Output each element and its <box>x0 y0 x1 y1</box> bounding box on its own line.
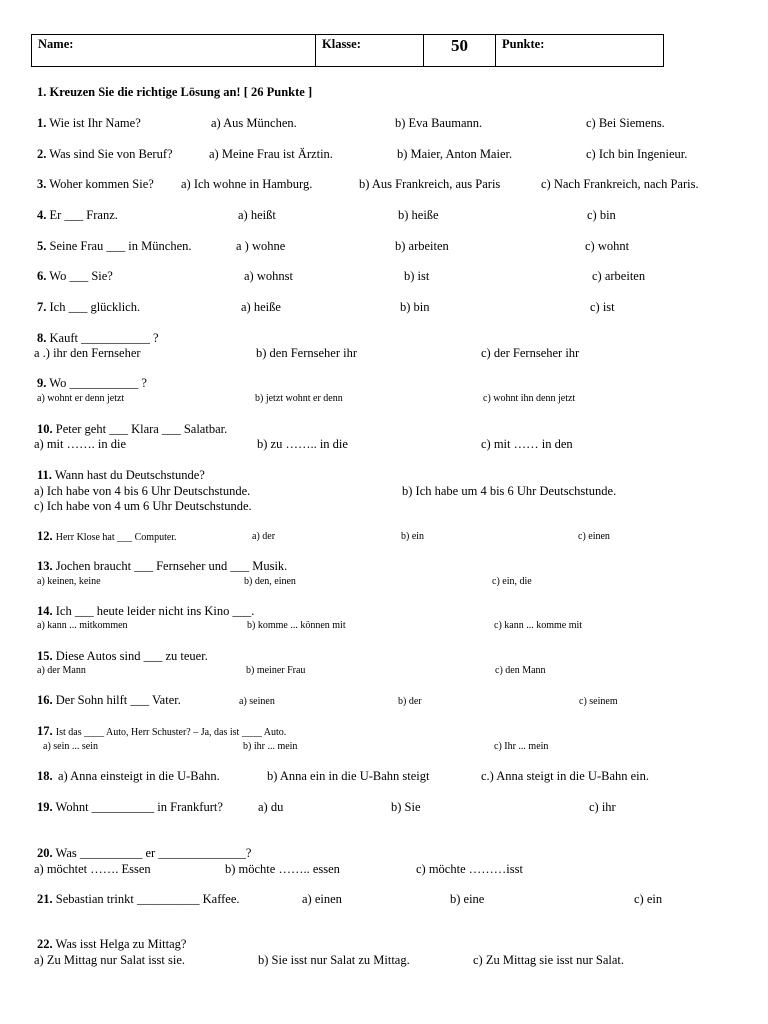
question-12 <box>37 529 177 545</box>
question-text: Wo ___ Sie? <box>49 269 113 283</box>
option-a[interactable]: a) Anna einsteigt in die U-Bahn. <box>58 769 220 783</box>
question-text: Er ___ Franz. <box>49 208 118 222</box>
question-number: 15. <box>37 649 53 663</box>
option-b[interactable]: b) heiße <box>398 208 439 222</box>
option-a[interactable]: a) der <box>252 531 276 542</box>
option-b[interactable]: b) möchte …….. essen <box>225 862 340 876</box>
option-b[interactable]: b) Maier, Anton Maier. <box>397 147 513 161</box>
option-a[interactable]: a) wohnt er denn jetzt <box>37 393 125 404</box>
question-3 <box>37 177 154 191</box>
question-8 <box>37 331 159 345</box>
option-b[interactable]: b) Anna ein in die U-Bahn steigt <box>267 769 430 783</box>
question-text: Wie ist Ihr Name? <box>49 116 141 130</box>
option-b[interactable]: b) eine <box>450 892 485 906</box>
option-b[interactable]: b) ein <box>401 531 425 542</box>
question-17 <box>37 724 286 740</box>
option-c[interactable]: c) Ich bin Ingenieur. <box>586 147 688 161</box>
question-21 <box>37 892 240 906</box>
klasse-label: Klasse: <box>316 35 424 66</box>
option-b[interactable]: b) den, einen <box>244 576 296 587</box>
question-number: 10. <box>37 422 53 436</box>
question-number: 4. <box>37 208 47 222</box>
option-b[interactable]: b) Eva Baumann. <box>395 116 483 130</box>
option-b[interactable]: b) Ich habe um 4 bis 6 Uhr Deutschstunde. <box>402 484 617 498</box>
option-b[interactable]: b) Aus Frankreich, aus Paris <box>359 177 501 191</box>
question-11 <box>37 468 205 482</box>
question-5 <box>37 239 192 253</box>
option-a[interactable]: a) einen <box>302 892 342 906</box>
option-c[interactable]: c) Nach Frankreich, nach Paris. <box>541 177 699 191</box>
name-label: Name: <box>32 35 316 66</box>
question-text: Wo ___________ ? <box>49 376 147 390</box>
question-18 <box>37 769 53 783</box>
question-text: Ist das ____ Auto, Herr Schuster? – Ja, das ist ____ Auto. <box>55 727 287 738</box>
question-text: Herr Klose hat ___ Computer. <box>55 532 177 543</box>
option-a[interactable]: a) Aus München. <box>211 116 297 130</box>
question-number: 20. <box>37 846 53 860</box>
option-b[interactable]: b) Sie <box>391 800 421 814</box>
option-a[interactable]: a) mit ……. in die <box>34 437 126 451</box>
question-number: 17. <box>37 724 53 738</box>
option-b[interactable]: b) komme ... können mit <box>247 620 346 631</box>
option-a[interactable]: a) wohnst <box>244 269 293 283</box>
option-b[interactable]: b) Sie isst nur Salat zu Mittag. <box>258 953 410 967</box>
option-b[interactable]: b) zu …….. in die <box>257 437 348 451</box>
option-c[interactable]: c) ein, die <box>492 576 532 587</box>
question-2 <box>37 147 173 161</box>
option-a[interactable]: a) du <box>258 800 284 814</box>
option-c[interactable]: c) mit …… in den <box>481 437 573 451</box>
question-number: 5. <box>37 239 47 253</box>
option-c[interactable]: c.) Anna steigt in die U-Bahn ein. <box>481 769 650 783</box>
option-b[interactable]: b) jetzt wohnt er denn <box>255 393 343 404</box>
question-14 <box>37 604 254 618</box>
question-text: Wohnt __________ in Frankfurt? <box>55 800 223 814</box>
question-19 <box>37 800 223 814</box>
option-c[interactable]: c) ein <box>634 892 663 906</box>
option-a[interactable]: a) möchtet ……. Essen <box>34 862 151 876</box>
question-text: Diese Autos sind ___ zu teuer. <box>55 649 208 663</box>
question-text: Der Sohn hilft ___ Vater. <box>55 693 181 707</box>
exercise-title: 1. Kreuzen Sie die richtige Lösung an! [ 26 Punkte ] <box>37 85 313 99</box>
question-number: 22. <box>37 937 53 951</box>
option-c[interactable]: c) bin <box>587 208 616 222</box>
option-a[interactable]: a) keinen, keine <box>37 576 101 587</box>
option-c[interactable]: c) den Mann <box>495 665 546 676</box>
question-1 <box>37 116 141 130</box>
option-a[interactable]: a) seinen <box>239 696 275 707</box>
punkte-label: Punkte: <box>502 37 545 51</box>
option-c[interactable]: c) kann ... komme mit <box>494 620 583 631</box>
question-text: Sebastian trinkt __________ Kaffee. <box>55 892 240 906</box>
question-text: Wann hast du Deutschstunde? <box>54 468 205 482</box>
option-a[interactable]: a) Ich habe von 4 bis 6 Uhr Deutschstunde. <box>34 484 251 498</box>
question-text: Kauft ___________ ? <box>49 331 159 345</box>
question-number: 1. <box>37 116 47 130</box>
option-a[interactable]: a) heißt <box>238 208 276 222</box>
question-text: Was isst Helga zu Mittag? <box>55 937 187 951</box>
question-text: Was sind Sie von Beruf? <box>49 147 173 161</box>
question-number: 18. <box>37 769 53 783</box>
option-c[interactable]: c) ist <box>590 300 615 314</box>
question-number: 13. <box>37 559 53 573</box>
question-number: 3. <box>37 177 47 191</box>
option-b[interactable]: b) meiner Frau <box>246 665 306 676</box>
option-a[interactable]: a) Zu Mittag nur Salat isst sie. <box>34 953 186 967</box>
option-b[interactable]: b) ist <box>404 269 430 283</box>
question-text: Peter geht ___ Klara ___ Salatbar. <box>55 422 228 436</box>
question-number: 16. <box>37 693 53 707</box>
option-b[interactable]: b) arbeiten <box>395 239 449 253</box>
header-table <box>31 34 664 67</box>
option-c[interactable]: c) ihr <box>589 800 616 814</box>
option-b[interactable]: b) ihr ... mein <box>243 741 298 752</box>
question-13 <box>37 559 287 573</box>
question-number: 8. <box>37 331 47 345</box>
option-b[interactable]: b) bin <box>400 300 430 314</box>
question-15 <box>37 649 208 663</box>
option-b[interactable]: b) der <box>398 696 422 707</box>
option-a[interactable]: a .) ihr den Fernseher <box>34 346 141 360</box>
question-number: 6. <box>37 269 47 283</box>
question-number: 14. <box>37 604 53 618</box>
question-text: Was __________ er ______________? <box>55 846 252 860</box>
option-b[interactable]: b) den Fernseher ihr <box>256 346 358 360</box>
question-6 <box>37 269 113 283</box>
question-number: 11. <box>37 468 52 482</box>
question-number: 19. <box>37 800 53 814</box>
question-4 <box>37 208 118 222</box>
option-c[interactable]: c) Ich habe von 4 um 6 Uhr Deutschstunde. <box>34 499 252 513</box>
question-text: Jochen braucht ___ Fernseher und ___ Musik. <box>55 559 288 573</box>
option-a[interactable]: a) Ich wohne in Hamburg. <box>181 177 313 191</box>
option-c[interactable]: c) wohnt ihn denn jetzt <box>483 393 576 404</box>
option-c[interactable]: c) möchte ………isst <box>416 862 523 876</box>
option-a[interactable]: a) sein ... sein <box>43 741 98 752</box>
question-10 <box>37 422 227 436</box>
option-a[interactable]: a) Meine Frau ist Ärztin. <box>209 147 333 161</box>
question-9 <box>37 376 147 390</box>
question-20 <box>37 846 251 860</box>
question-16 <box>37 693 181 707</box>
question-text: Ich ___ glücklich. <box>49 300 141 314</box>
question-number: 2. <box>37 147 47 161</box>
option-c[interactable]: c) der Fernseher ihr <box>481 346 580 360</box>
option-c[interactable]: c) wohnt <box>585 239 630 253</box>
question-number: 9. <box>37 376 47 390</box>
question-number: 12. <box>37 529 53 543</box>
question-text: Ich ___ heute leider nicht ins Kino ___. <box>55 604 255 618</box>
option-c[interactable]: c) arbeiten <box>592 269 646 283</box>
option-a[interactable]: a) der Mann <box>37 665 86 676</box>
option-c[interactable]: c) Zu Mittag sie isst nur Salat. <box>473 953 625 967</box>
question-number: 21. <box>37 892 53 906</box>
option-c[interactable]: c) seinem <box>579 696 618 707</box>
option-c[interactable]: c) Bei Siemens. <box>586 116 665 130</box>
option-a[interactable]: a ) wohne <box>236 239 286 253</box>
question-text: Seine Frau ___ in München. <box>49 239 192 253</box>
option-c[interactable]: c) einen <box>578 531 610 542</box>
score-value: 50 <box>424 35 496 66</box>
option-c[interactable]: c) Ihr ... mein <box>494 741 549 752</box>
option-a[interactable]: a) heiße <box>241 300 281 314</box>
question-22 <box>37 937 186 951</box>
question-number: 7. <box>37 300 47 314</box>
question-7 <box>37 300 140 314</box>
option-a[interactable]: a) kann ... mitkommen <box>37 620 128 631</box>
question-text: Woher kommen Sie? <box>49 177 154 191</box>
